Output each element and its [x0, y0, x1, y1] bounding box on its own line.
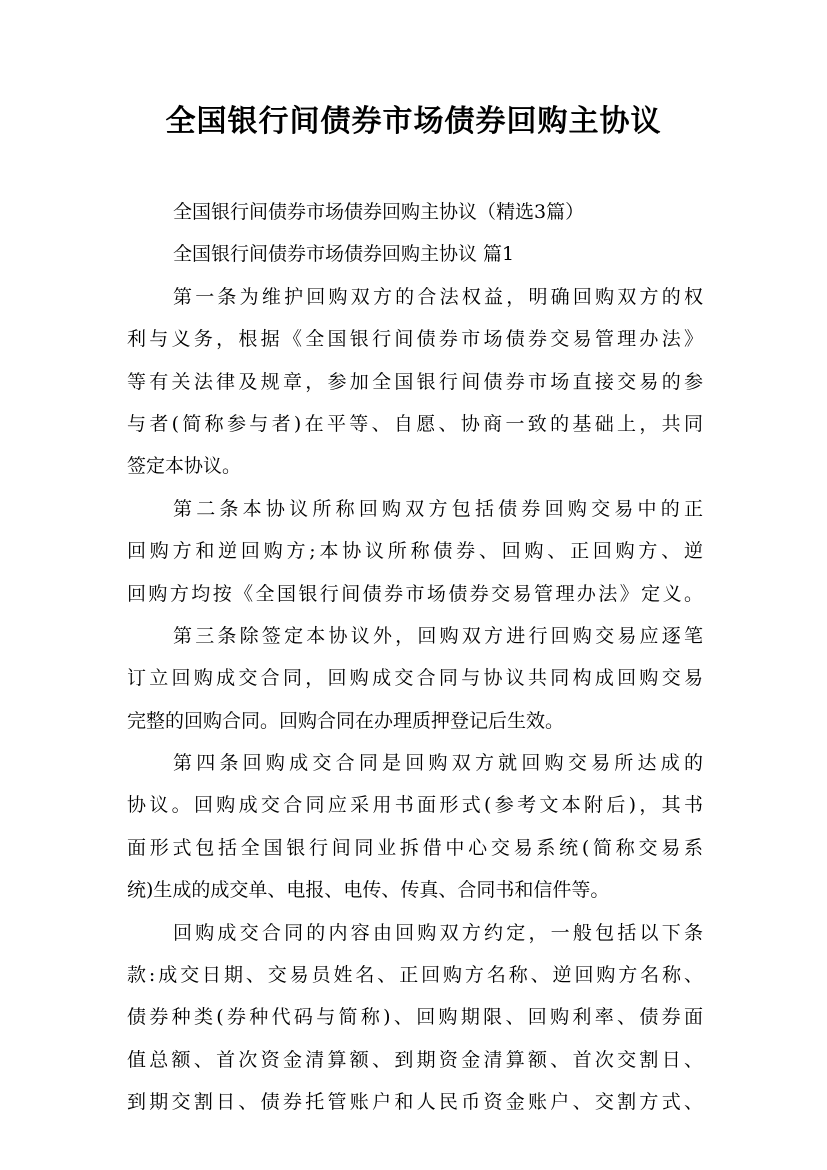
paragraph-line: 债券种类(券种代码与简称)、回购期限、回购利率、债券面 — [127, 1006, 703, 1029]
paragraph-line: 值总额、首次资金清算额、到期资金清算额、首次交割日、 — [127, 1048, 703, 1071]
paragraph-line: 面形式包括全国银行间同业拆借中心交易系统(简称交易系 — [127, 836, 703, 859]
paragraph-line: 款:成交日期、交易员姓名、正回购方名称、逆回购方名称、 — [127, 964, 703, 987]
paragraph-line: 与者(简称参与者)在平等、自愿、协商一致的基础上，共同 — [127, 412, 703, 435]
paragraph-line: 订立回购成交合同，回购成交合同与协议共同构成回购交易 — [127, 667, 703, 690]
paragraph-line: 到期交割日、债券托管账户和人民币资金账户、交割方式、 — [127, 1091, 703, 1114]
paragraph-line: 回购方均按《全国银行间债券市场债券交易管理办法》定义。 — [127, 582, 703, 605]
paragraph-line: 协议。回购成交合同应采用书面形式(参考文本附后)，其书 — [127, 794, 703, 817]
paragraph-line: 回购方和逆回购方;本协议所称债券、回购、正回购方、逆 — [127, 540, 703, 563]
paragraph-line: 第三条除签定本协议外，回购双方进行回购交易应逐笔 — [173, 624, 703, 647]
paragraph-line: 回购成交合同的内容由回购双方约定，一般包括以下条 — [173, 921, 703, 944]
paragraph-line: 等有关法律及规章，参加全国银行间债券市场直接交易的参 — [127, 370, 703, 393]
document-body — [127, 191, 703, 1124]
paragraph-line: 第二条本协议所称回购双方包括债券回购交易中的正 — [173, 497, 703, 520]
subtitle-line: 全国银行间债券市场债券回购主协议（精选3篇） — [173, 201, 585, 223]
section-heading-line: 全国银行间债券市场债券回购主协议 篇1 — [173, 243, 515, 266]
paragraph-line: 第四条回购成交合同是回购双方就回购交易所达成的 — [173, 752, 703, 775]
paragraph-line: 签定本协议。 — [127, 455, 242, 478]
document-title: 全国银行间债券市场债券回购主协议 — [165, 104, 662, 139]
paragraph-line: 完整的回购合同。回购合同在办理质押登记后生效。 — [127, 709, 565, 732]
paragraph-line: 统)生成的成交单、电报、电传、传真、合同书和信件等。 — [127, 879, 610, 902]
paragraph-line: 利与义务，根据《全国银行间债券市场债券交易管理办法》 — [127, 328, 703, 351]
paragraph-line: 第一条为维护回购双方的合法权益，明确回购双方的权 — [173, 285, 703, 308]
